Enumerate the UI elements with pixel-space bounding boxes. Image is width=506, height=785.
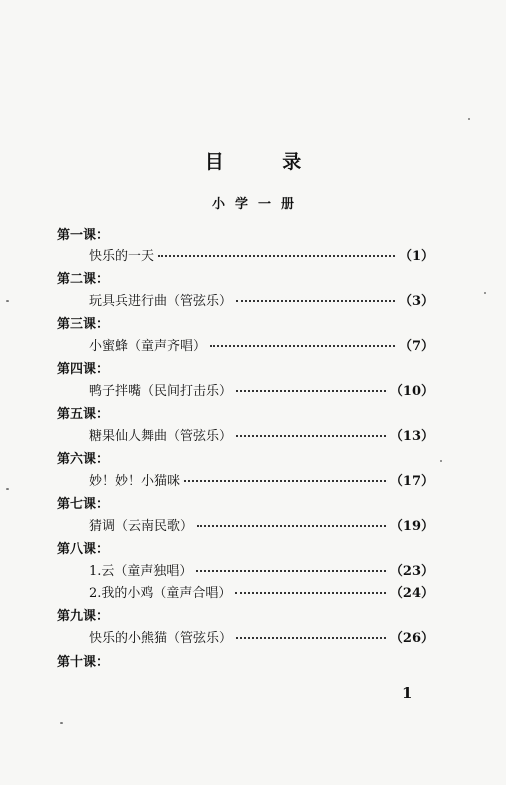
dot-leader [235,592,386,594]
entry-title: 鸭子拌嘴（民间打击乐） [89,383,233,399]
scan-speck [6,488,9,490]
dot-leader [197,525,386,527]
entry-title: 快乐的小熊猫（管弦乐） [89,630,233,646]
entry-page-ref: （13） [389,428,434,444]
dot-leader [236,300,395,302]
entry-title: 玩具兵进行曲（管弦乐） [89,293,233,309]
entry-page-ref: （7） [398,338,434,354]
entry-title: 糖果仙人舞曲（管弦乐） [89,428,233,444]
scan-speck [440,460,442,462]
lesson-heading: 第六课： [57,452,110,467]
entry-title: 快乐的一天 [89,248,155,264]
lesson-heading: 第十课： [57,655,110,670]
toc-entry [89,515,434,533]
dot-leader [210,345,395,347]
page-subtitle: 小学一册 [211,197,304,212]
toc-entry [89,245,434,263]
toc-entry [89,582,434,600]
toc-entry [89,335,434,353]
scan-speck [468,118,470,120]
toc-entry [89,425,434,443]
page-number: 1 [402,684,413,702]
toc-entry [89,627,434,645]
entry-title: 猜调（云南民歌） [89,518,194,534]
toc-entry [89,290,434,308]
entry-page-ref: （17） [389,473,434,489]
dot-leader [196,570,386,572]
scan-speck [60,722,63,724]
entry-page-ref: （10） [389,383,434,399]
page-title: 目 录 [204,151,328,173]
dot-leader [236,637,386,639]
lesson-heading: 第三课： [57,317,110,332]
lesson-heading: 第二课： [57,272,110,287]
entry-page-ref: （3） [398,293,434,309]
entry-page-ref: （23） [389,563,434,579]
scan-speck [6,300,9,302]
dot-leader [158,255,395,257]
lesson-heading: 第五课： [57,407,110,422]
lesson-heading: 第八课： [57,542,110,557]
scan-speck [484,292,486,294]
entry-title: 1.云（童声独唱） [89,563,193,579]
entry-page-ref: （26） [389,630,434,646]
lesson-heading: 第四课： [57,362,110,377]
toc-entry [89,380,434,398]
lesson-heading: 第七课： [57,497,110,512]
entry-page-ref: （19） [389,518,434,534]
lesson-heading: 第一课： [57,228,110,243]
entry-page-ref: （1） [398,248,434,264]
entry-title: 妙！妙！小猫咪 [89,473,181,489]
dot-leader [184,480,386,482]
toc-entry [89,470,434,488]
entry-title: 小蜜蜂（童声齐唱） [89,338,207,354]
lesson-heading: 第九课： [57,609,110,624]
entry-page-ref: （24） [389,585,434,601]
toc-entry [89,560,434,578]
dot-leader [236,390,386,392]
entry-title: 2.我的小鸡（童声合唱） [89,585,232,601]
dot-leader [236,435,386,437]
